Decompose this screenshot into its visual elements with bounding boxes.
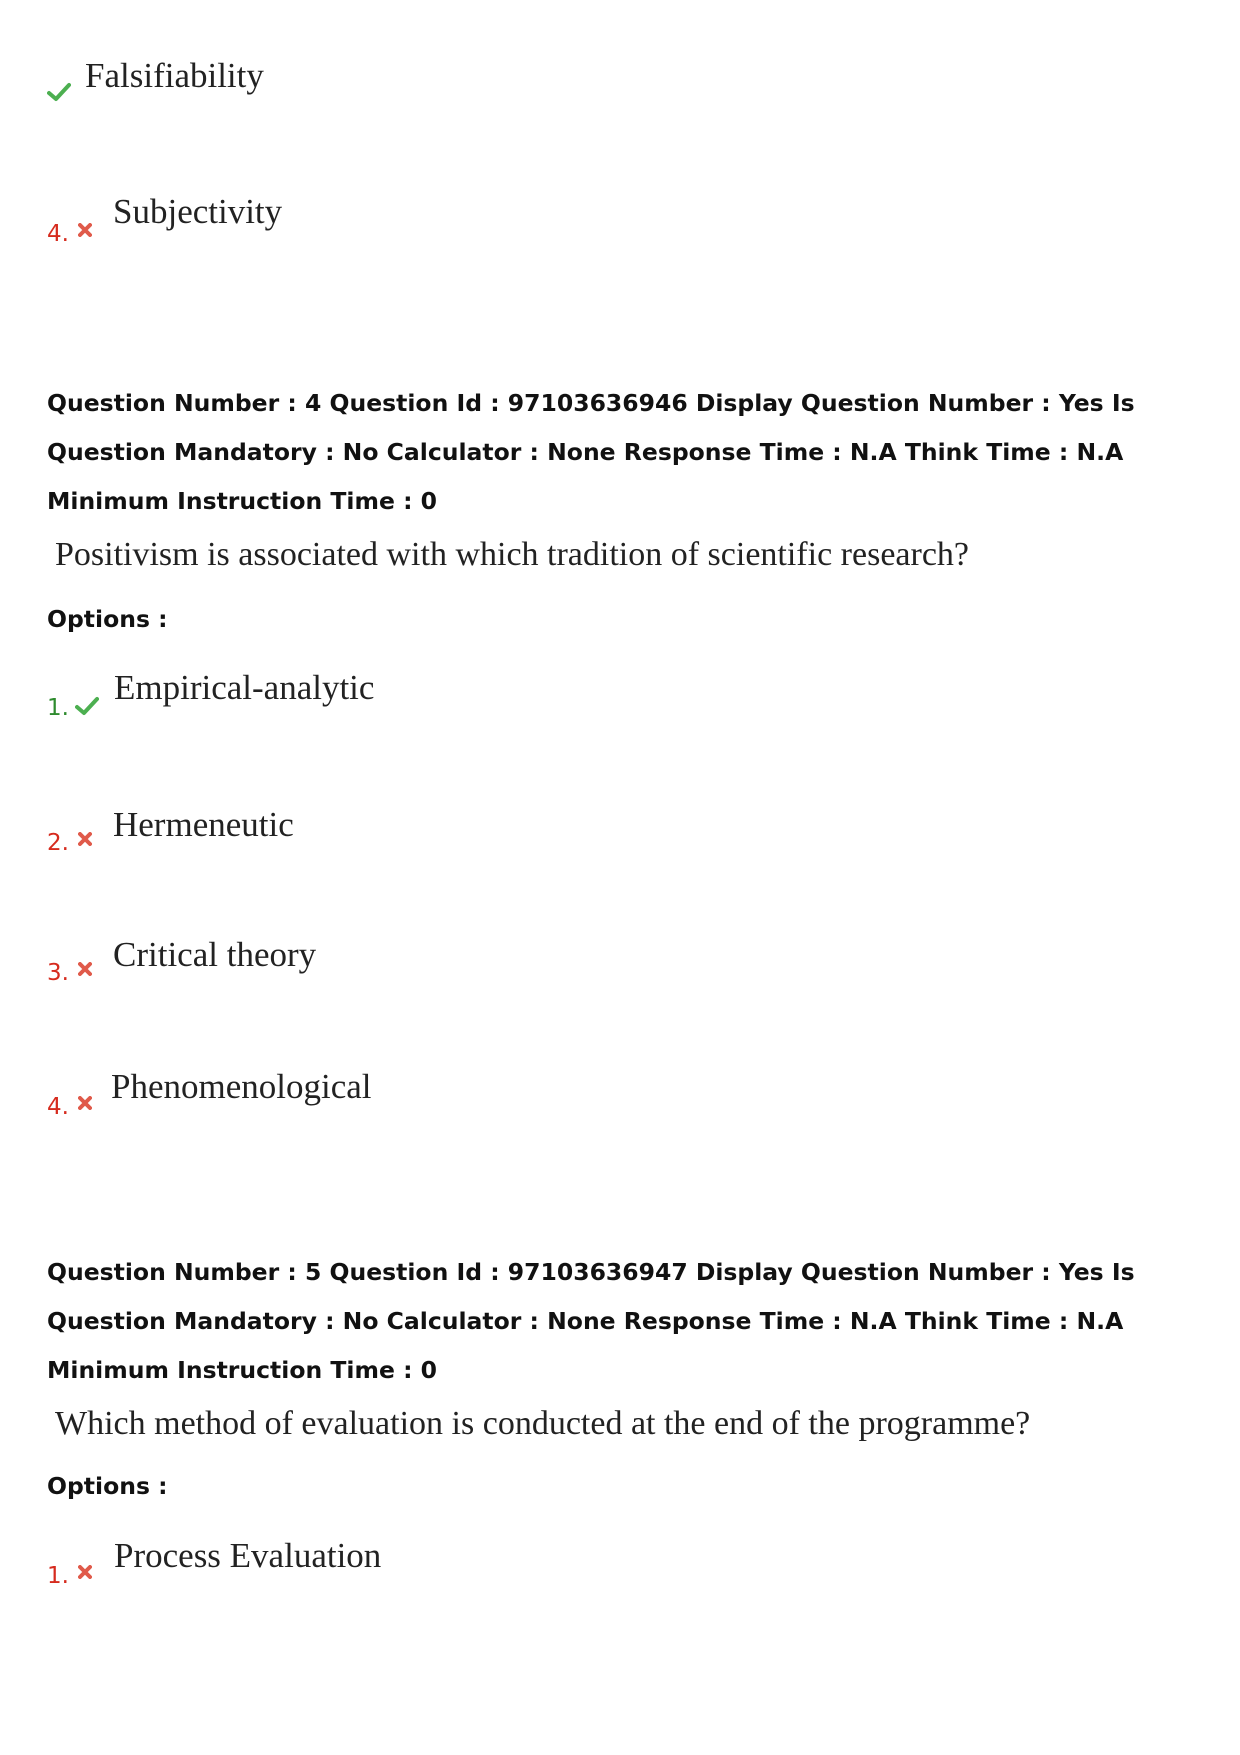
- option-number: 1.: [47, 695, 69, 721]
- option-number: 4.: [47, 1094, 69, 1120]
- question-text-5: Which method of evaluation is conducted at the end of the programme?: [55, 1405, 1031, 1442]
- question-text-4: Positivism is associated with which tradition of scientific research?: [55, 536, 969, 573]
- question-meta-4: Question Number : 4 Question Id : 97103636946 Display Question Number : Yes Is Question Mandatory : No Calculator : None Response Time : N.A Think Time : N.A Minimum Instruction Time : 0: [47, 389, 1135, 515]
- options-label: Options :: [47, 605, 168, 633]
- option-number: 1.: [47, 1563, 69, 1589]
- cross-icon: [78, 223, 92, 237]
- cross-icon: [78, 962, 92, 976]
- option-text: Hermeneutic: [113, 805, 294, 844]
- option-number: 4.: [47, 221, 69, 247]
- option-text: Empirical-analytic: [114, 668, 375, 707]
- option-text: Falsifiability: [85, 56, 264, 95]
- check-icon: [47, 82, 71, 102]
- option-text: Process Evaluation: [114, 1536, 382, 1575]
- option-number: 3.: [47, 960, 69, 986]
- option-text: Subjectivity: [113, 192, 283, 231]
- option-text: Critical theory: [113, 935, 317, 974]
- option-number: 2.: [47, 830, 69, 856]
- cross-icon: [78, 1096, 92, 1110]
- option-text: Phenomenological: [111, 1067, 372, 1106]
- check-icon: [75, 696, 99, 716]
- cross-icon: [78, 832, 92, 846]
- cross-icon: [78, 1565, 92, 1579]
- options-label: Options :: [47, 1472, 168, 1500]
- question-meta-5: Question Number : 5 Question Id : 97103636947 Display Question Number : Yes Is Question Mandatory : No Calculator : None Response Time : N.A Think Time : N.A Minimum Instruction Time : 0: [47, 1258, 1135, 1384]
